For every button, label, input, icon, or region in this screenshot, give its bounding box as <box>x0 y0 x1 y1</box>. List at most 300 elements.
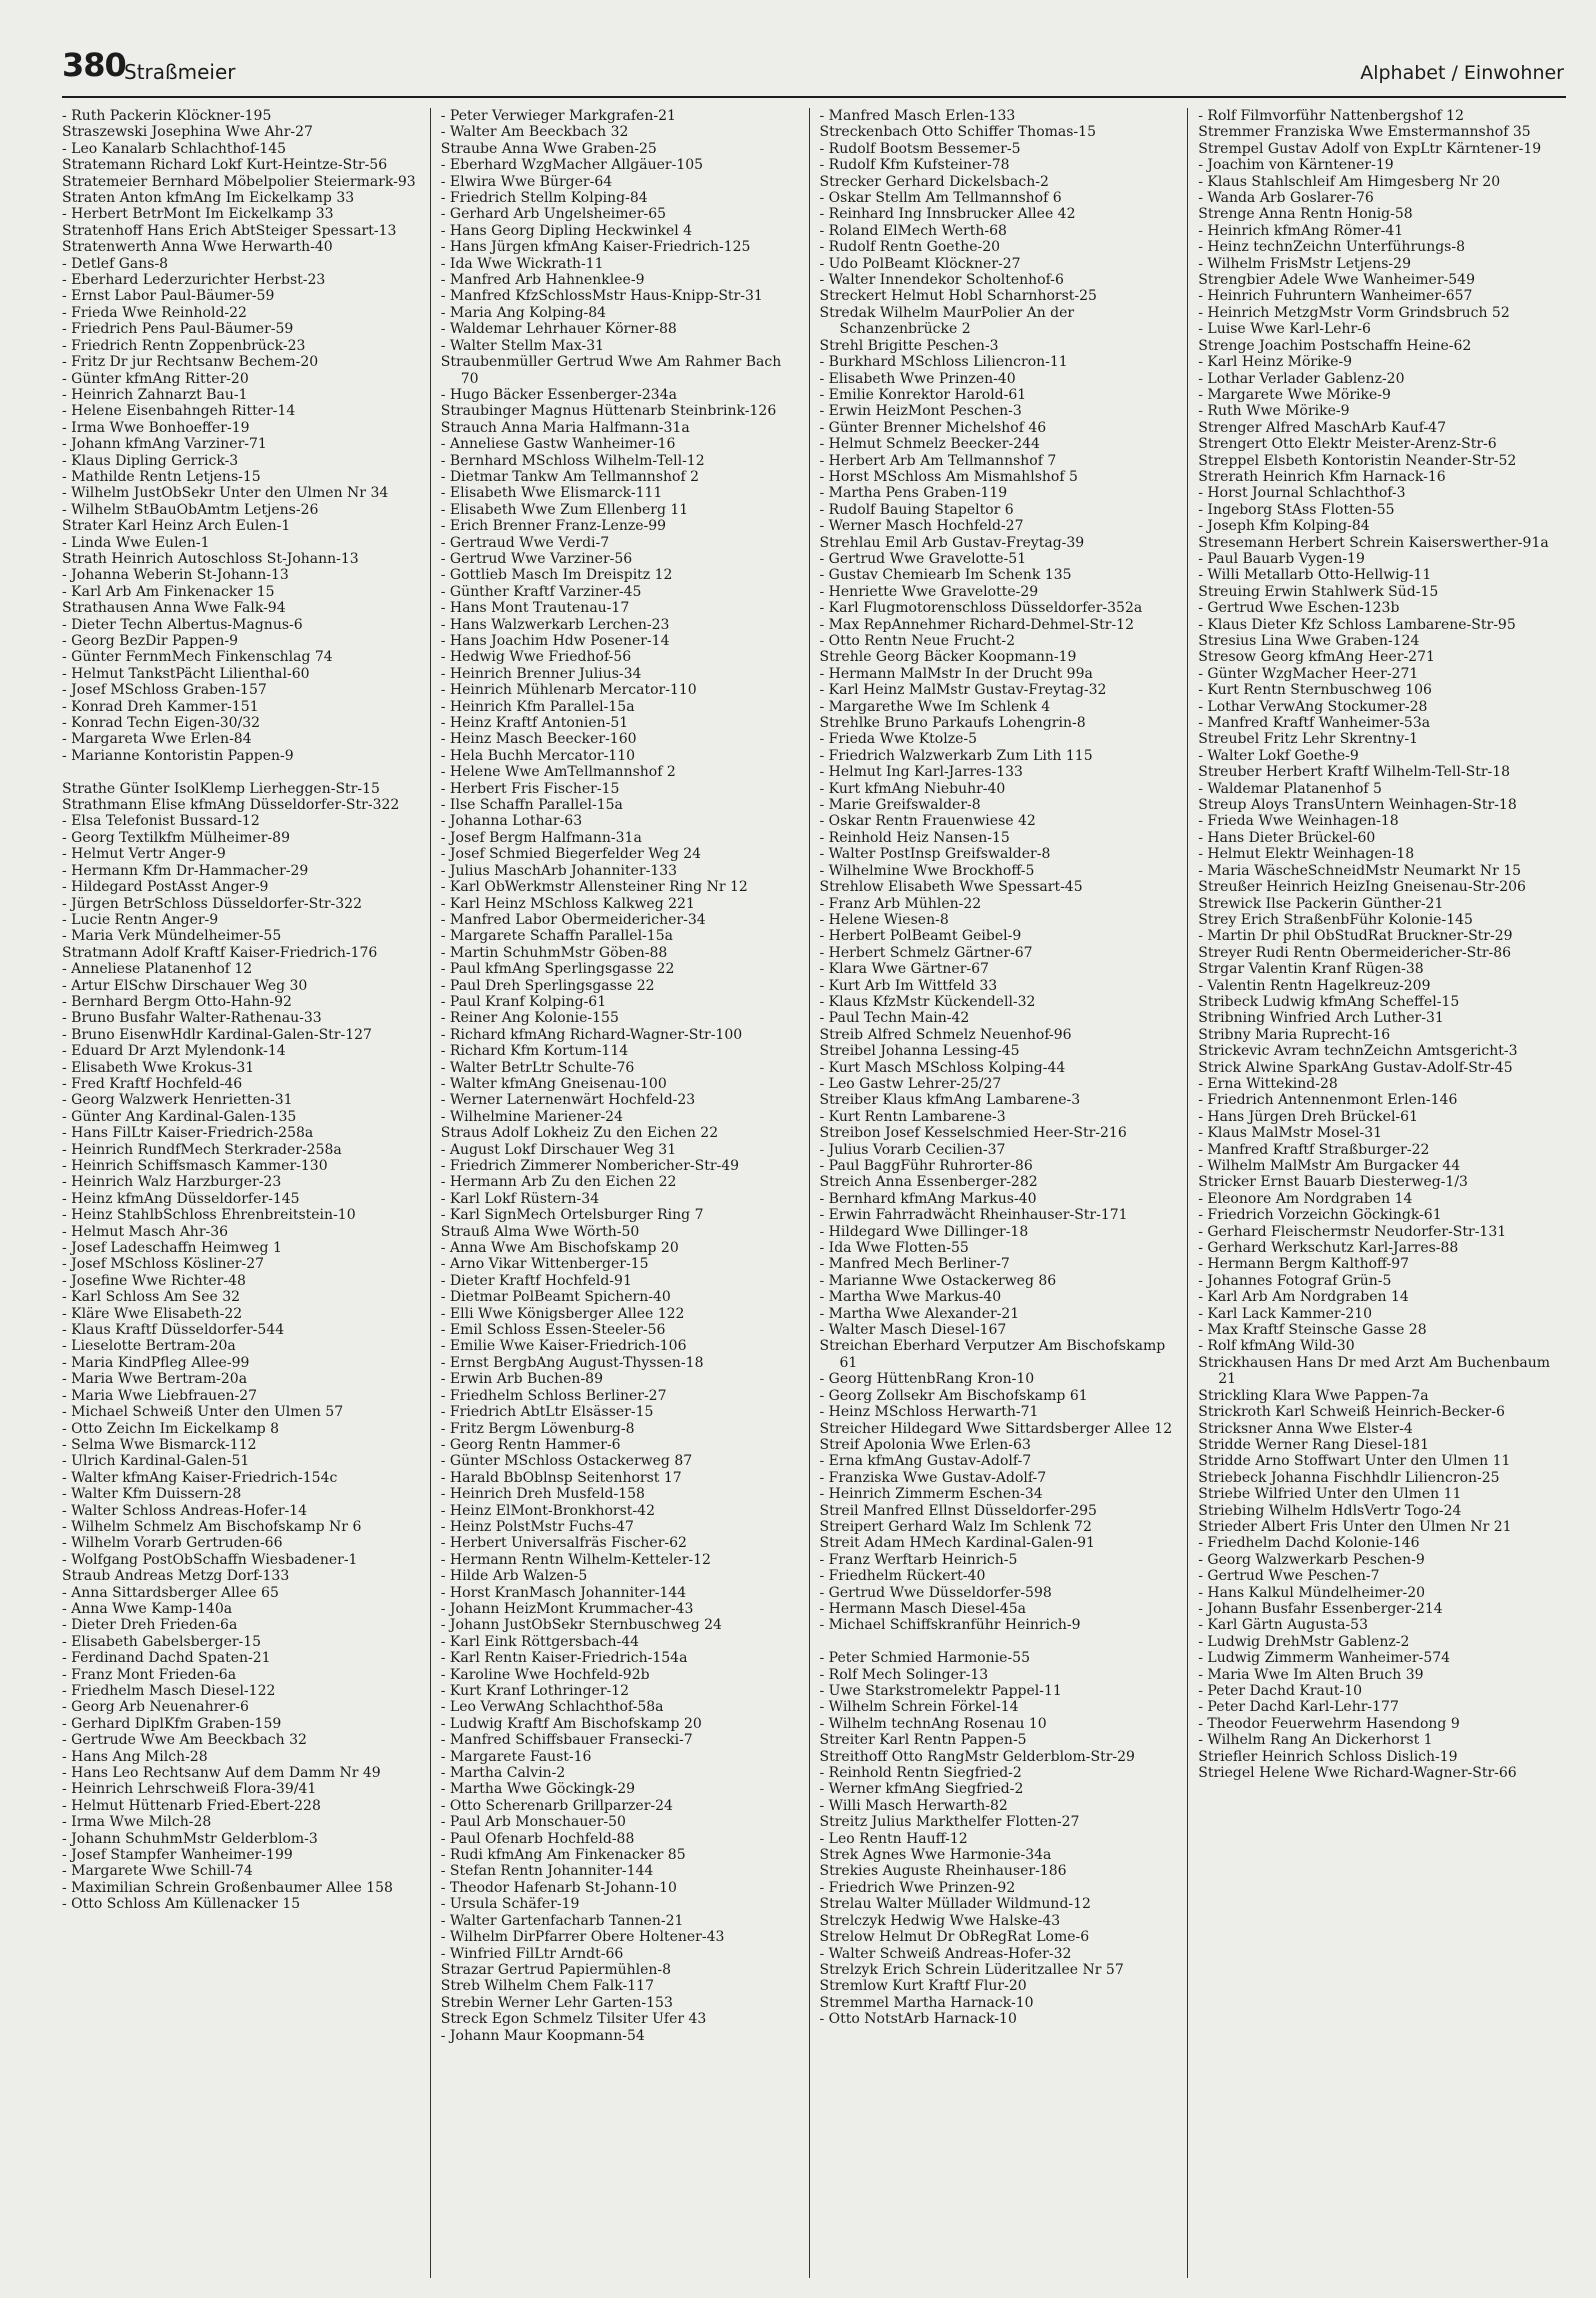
page-number: 380 <box>62 46 126 84</box>
directory-entry: - Peter Verwieger Markgrafen-21 <box>440 108 676 124</box>
directory-entry: - Anneliese Gastw Wanheimer-16 <box>440 436 676 453</box>
directory-entry: - Walter Schweiß Andreas-Hofer-32 <box>819 1945 1072 1962</box>
directory-entry: Strickling Klara Wwe Pappen-7a <box>1198 1387 1429 1404</box>
directory-entry: - Heinz Kraftf Antonien-51 <box>440 715 629 732</box>
directory-entry: - Walter Lokf Goethe-9 <box>1198 747 1359 764</box>
directory-entry: - Elsa Telefonist Bussard-12 <box>62 813 260 830</box>
directory-entry: - Gerhard DiplKfm Graben-159 <box>62 1715 282 1732</box>
directory-entry: Strathmann Elise kfmAng Düsseldorfer-Str-322 <box>62 797 400 814</box>
directory-entry: - Kurt Rentn Lambarene-3 <box>819 1108 1006 1125</box>
directory-entry: - Horst MSchloss Am Mismahlshof 5 <box>819 468 1078 485</box>
directory-entry: - Gustav Chemiearb Im Schenk 135 <box>819 567 1072 584</box>
directory-entry: - Anna Wwe Am Bischofskamp 20 <box>440 1240 679 1257</box>
directory-entry: Stratemann Richard Lokf Kurt-Heintze-Str-56 <box>62 157 388 174</box>
directory-entry: Straubenmüller Gertrud Wwe Am Rahmer Bach 70 <box>440 354 782 387</box>
directory-entry: - Hans Jürgen kfmAng Kaiser-Friedrich-125 <box>440 239 751 256</box>
directory-entry: - Emil Schloss Essen-Steeler-56 <box>440 1322 666 1339</box>
directory-entry: - Georg Textilkfm Mülheimer-89 <box>62 829 290 846</box>
directory-entry: - Wilhelm JustObSekr Unter den Ulmen Nr 34 <box>62 485 389 502</box>
directory-entry: - Erwin Fahrradwächt Rheinhauser-Str-171 <box>819 1207 1128 1224</box>
directory-entry: - Anna Wwe Kamp-140a <box>62 1600 233 1617</box>
column-2 <box>430 108 809 2278</box>
directory-entry: - Heinz MSchloss Herwarth-71 <box>819 1404 1039 1421</box>
directory-entry: - Elisabeth Gabelsberger-15 <box>62 1633 262 1650</box>
directory-entry: - Martha Calvin-2 <box>440 1765 566 1782</box>
directory-entry: - Paul BaggFühr Ruhrorter-86 <box>819 1158 1033 1174</box>
directory-entry: - Otto Schloss Am Küllenacker 15 <box>62 1896 301 1913</box>
directory-entry: - Helmut Masch Ahr-36 <box>62 1223 229 1240</box>
directory-entry: - Ferdinand Dachd Spaten-21 <box>62 1650 271 1667</box>
directory-entry: - Helmut Hüttenarb Fried-Ebert-228 <box>62 1797 321 1814</box>
directory-entry: Strelzyk Erich Schrein Lüderitzallee Nr 57 <box>819 1961 1124 1978</box>
directory-entry: Strenge Joachim Postschaffn Heine-62 <box>1198 337 1472 354</box>
directory-entry: - Manfred Schiffsbauer Fransecki-7 <box>440 1732 693 1749</box>
directory-entry: - Wilhelm Vorarb Gertruden-66 <box>62 1535 283 1552</box>
directory-entry: - Karl Lokf Rüstern-34 <box>440 1190 600 1207</box>
directory-entry: - Bernhard Bergm Otto-Hahn-92 <box>62 993 292 1010</box>
directory-entry: - Ida Wwe Wickrath-11 <box>440 255 604 272</box>
directory-entry: - Frieda Wwe Reinhold-22 <box>62 304 247 321</box>
directory-entry: - Franz Mont Frieden-6a <box>62 1666 237 1683</box>
directory-entry: - Marie Greifswalder-8 <box>819 797 981 814</box>
directory-entry: Streib Alfred Schmelz Neuenhof-96 <box>819 1026 1072 1043</box>
directory-entry: - Herbert Universalfräs Fischer-62 <box>440 1535 687 1552</box>
directory-entry: Streubel Fritz Lehr Skrentny-1 <box>1198 731 1418 748</box>
directory-entry: - Leo Gastw Lehrer-25/27 <box>819 1075 1002 1092</box>
directory-entry: - Kurt kfmAng Niebuhr-40 <box>819 780 1006 797</box>
directory-entry: Streich Anna Essenberger-282 <box>819 1174 1038 1191</box>
directory-entry: - Leo Rentn Hauff-12 <box>819 1830 968 1847</box>
directory-entry: - Heinrich Lehrschweiß Flora-39/41 <box>62 1781 317 1798</box>
directory-entry: - Werner Masch Hochfeld-27 <box>819 518 1024 535</box>
directory-entry: Streußer Heinrich HeizIng Gneisenau-Str-206 <box>1198 879 1526 896</box>
directory-entry: - Klaus Stahlschleif Am Himgesberg Nr 20 <box>1198 173 1501 190</box>
directory-entry: - Heinz StahlbSchloss Ehrenbreitstein-10 <box>62 1207 356 1224</box>
directory-entry: - Eleonore Am Nordgraben 14 <box>1198 1190 1413 1207</box>
directory-entry: - Peter Schmied Harmonie-55 <box>819 1650 1030 1667</box>
directory-entry: - Otto Rentn Neue Frucht-2 <box>819 633 1016 649</box>
directory-entry: - Johann SchuhmMstr Gelderblom-3 <box>62 1830 318 1847</box>
directory-entry: - Margarete Wwe Mörike-9 <box>1198 386 1391 403</box>
directory-entry: Strempel Gustav Adolf von ExpLtr Kärntener-19 <box>1198 140 1542 157</box>
directory-entry: - Helmut Vertr Anger-9 <box>62 846 226 863</box>
directory-entry: - Willi Metallarb Otto-Hellwig-11 <box>1198 567 1432 584</box>
directory-entry: - Karl Flugmotorenschloss Düsseldorfer-352a <box>819 600 1143 617</box>
directory-entry: Strazar Gertrud Papiermühlen-8 <box>440 1961 672 1978</box>
directory-entry: Strehlke Bruno Parkaufs Lohengrin-8 <box>819 715 1086 732</box>
directory-entry: - Hermann Arb Zu den Eichen 22 <box>440 1174 677 1191</box>
running-head: Straßmeier <box>124 60 236 84</box>
directory-entry: - Joachim von Kärntener-19 <box>1198 157 1394 174</box>
directory-entry: - Ernst BergbAng August-Thyssen-18 <box>440 1354 704 1371</box>
directory-entry: - Johannes Fotograf Grün-5 <box>1198 1272 1392 1289</box>
directory-entry: - Manfred Kraftf Wanheimer-53a <box>1198 715 1431 732</box>
directory-entry: - Elwira Wwe Bürger-64 <box>440 173 613 190</box>
directory-entry: Strehlow Elisabeth Wwe Spessart-45 <box>819 879 1083 896</box>
directory-entry: - Theodor Hafenarb St-Johann-10 <box>440 1879 677 1896</box>
directory-entry: Streicher Hildegard Wwe Sittardsberger Allee 12 <box>819 1420 1173 1437</box>
directory-entry: - Klaus MalMstr Mosel-31 <box>1198 1125 1383 1142</box>
directory-entry: - Wilhelm MalMstr Am Burgacker 44 <box>1198 1158 1461 1174</box>
directory-entry: - Manfred Kraftf Straßburger-22 <box>1198 1141 1430 1158</box>
directory-entry: - Fritz Bergm Löwenburg-8 <box>440 1420 635 1437</box>
directory-entry: - Herbert PolBeamt Geibel-9 <box>819 928 1022 945</box>
directory-entry: - Leo VerwAng Schlachthof-58a <box>440 1699 664 1716</box>
directory-entry: - Michael Schweiß Unter den Ulmen 57 <box>62 1404 344 1421</box>
directory-entry: - Klaus Dipling Gerrick-3 <box>62 452 239 469</box>
directory-entry: - Heinrich Fuhruntern Wanheimer-657 <box>1198 288 1473 305</box>
directory-entry: - Rudolf Bauing Stapeltor 6 <box>819 501 1014 518</box>
directory-entry: - Paul Techn Main-42 <box>819 1010 970 1027</box>
directory-entry: Striegel Helene Wwe Richard-Wagner-Str-66 <box>1198 1765 1517 1782</box>
directory-entry: - Peter Dachd Kraut-10 <box>1198 1683 1363 1699</box>
directory-entry: - Herbert Arb Am Tellmannshof 7 <box>819 452 1057 469</box>
directory-entry: - Oskar Stellm Am Tellmannshof 6 <box>819 190 1062 207</box>
directory-entry: - Hans Dieter Brückel-60 <box>1198 829 1376 846</box>
directory-entry: Streil Manfred Ellnst Düsseldorfer-295 <box>819 1502 1097 1519</box>
directory-entry: Stricker Ernst Bauarb Diesterweg-1/3 <box>1198 1174 1468 1191</box>
directory-entry: - Ilse Schaffn Parallel-15a <box>440 797 623 814</box>
directory-entry: Streithoff Otto RangMstr Gelderblom-Str-29 <box>819 1748 1135 1765</box>
directory-entry: - Franziska Wwe Gustav-Adolf-7 <box>819 1469 1047 1486</box>
directory-entry: - Hermann Bergm Kalthoff-97 <box>1198 1256 1410 1273</box>
directory-entry: - Friedhelm Dachd Kolonie-146 <box>1198 1535 1420 1552</box>
directory-entry: - Manfred KfzSchlossMstr Haus-Knipp-Str-31 <box>440 288 763 305</box>
directory-entry: - Josef Stampfer Wanheimer-199 <box>62 1847 293 1864</box>
directory-entry: - Hans Walzwerkarb Lerchen-23 <box>440 616 670 633</box>
directory-entry: - Friedhelm Masch Diesel-122 <box>62 1683 276 1699</box>
directory-entry: - Johann Busfahr Essenberger-214 <box>1198 1600 1443 1617</box>
directory-entry: - Friedhelm Schloss Berliner-27 <box>440 1387 667 1404</box>
directory-entry: - Wanda Arb Goslarer-76 <box>1198 190 1374 207</box>
directory-entry: - Franz Werftarb Heinrich-5 <box>819 1551 1018 1568</box>
directory-entry: - Heinrich Zahnarzt Bau-1 <box>62 386 248 403</box>
directory-entry: - Helmut Schmelz Beecker-244 <box>819 436 1040 453</box>
directory-entry: Straubinger Magnus Hüttenarb Steinbrink-126 <box>440 403 777 420</box>
directory-entry: - Maria Wwe Bertram-20a <box>62 1371 248 1388</box>
directory-entry: - Maximilian Schrein Großenbaumer Allee 158 <box>62 1879 393 1896</box>
directory-entry: - Paul Bauarb Vygen-19 <box>1198 550 1365 567</box>
directory-entry: - Valentin Rentn Hagelkreuz-209 <box>1198 977 1431 994</box>
directory-entry: - Walter Stellm Max-31 <box>440 337 605 354</box>
directory-entry: - Martin Dr phil ObStudRat Bruckner-Str-29 <box>1198 928 1513 945</box>
directory-entry: - Martin SchuhmMstr Göben-88 <box>440 944 668 961</box>
directory-entry: - Günter Brenner Michelshof 46 <box>819 419 1047 436</box>
directory-entry: - Heinrich kfmAng Römer-41 <box>1198 222 1404 239</box>
directory-entry: - Günter kfmAng Ritter-20 <box>62 370 249 387</box>
directory-entry: - Hans Joachim Hdw Posener-14 <box>440 633 670 649</box>
directory-entry: - Herbert BetrMont Im Eickelkamp 33 <box>62 206 334 223</box>
directory-entry: Streif Apolonia Wwe Erlen-63 <box>819 1436 1031 1453</box>
directory-entry: - Helmut TankstPächt Lilienthal-60 <box>62 665 310 682</box>
directory-entry: - Günter FernmMech Finkenschlag 74 <box>62 649 333 666</box>
directory-entry: - Rolf kfmAng Wild-30 <box>1198 1338 1355 1355</box>
directory-entry: Streitz Julius Markthelfer Flotten-27 <box>819 1814 1080 1831</box>
directory-entry: - Hans Mont Trautenau-17 <box>440 600 630 617</box>
directory-entry: Streb Wilhelm Chem Falk-117 <box>440 1978 654 1995</box>
directory-entry: - Karl Heinz Mörike-9 <box>1198 354 1353 371</box>
directory-entry: - Michael Schiffskranführ Heinrich-9 <box>819 1617 1081 1634</box>
directory-entry: - Gertrud Wwe Gravelotte-51 <box>819 550 1027 567</box>
directory-entry: Strick Alwine SparkAng Gustav-Adolf-Str-45 <box>1198 1059 1513 1076</box>
directory-entry: - Lucie Rentn Anger-9 <box>62 911 219 928</box>
directory-entry: - Winfried FilLtr Arndt-66 <box>440 1945 624 1962</box>
directory-entry: - Jürgen BetrSchloss Düsseldorfer-Str-322 <box>62 895 362 912</box>
directory-entry: - Erich Brenner Franz-Lenze-99 <box>440 518 667 535</box>
column-4 <box>1187 108 1566 2278</box>
directory-entry: - Ludwig Zimmerm Wanheimer-574 <box>1198 1650 1451 1667</box>
directory-entry: Streuing Erwin Stahlwerk Süd-15 <box>1198 583 1439 600</box>
directory-entry: Straszewski Josephina Wwe Ahr-27 <box>62 124 313 141</box>
directory-entry: Striebeck Johanna Fischhdlr Liliencron-25 <box>1198 1469 1500 1486</box>
directory-entry: - Stefan Rentn Johanniter-144 <box>440 1863 654 1880</box>
directory-entry: - Heinrich Kfm Parallel-15a <box>440 698 635 715</box>
directory-entry: - Dieter Techn Albertus-Magnus-6 <box>62 616 303 633</box>
directory-entry: Stresius Lina Wwe Graben-124 <box>1198 633 1420 649</box>
directory-entry: - Josef MSchloss Kösliner-27 <box>62 1256 265 1273</box>
directory-entry: - Karl Lack Kammer-210 <box>1198 1305 1373 1322</box>
directory-entry: Strewick Ilse Packerin Günther-21 <box>1198 895 1444 912</box>
directory-entry: - Margarete Schaffn Parallel-15a <box>440 928 673 945</box>
directory-entry: Strickhausen Hans Dr med Arzt Am Buchenbaum 21 <box>1198 1354 1550 1388</box>
directory-entry: - Julius MaschArb Johanniter-133 <box>440 862 678 879</box>
directory-entry: - Eberhard Lederzurichter Herbst-23 <box>62 272 326 289</box>
directory-entry: - Julius Vorarb Cecilien-37 <box>819 1141 1006 1158</box>
directory-entry: - Rolf Filmvorführ Nattenbergshof 12 <box>1198 108 1464 124</box>
directory-entry: Strengert Otto Elektr Meister-Arenz-Str-6 <box>1198 436 1497 453</box>
directory-entry: - Rolf Mech Solinger-13 <box>819 1666 989 1683</box>
directory-entry: - Gertrud Wwe Peschen-7 <box>1198 1568 1380 1585</box>
directory-entry: Streup Aloys TransUntern Weinhagen-Str-18 <box>1198 797 1517 814</box>
directory-entry: Stredak Wilhelm MaurPolier An der Schanzenbrücke 2 <box>819 304 1075 338</box>
directory-entry: - Ruth Wwe Mörike-9 <box>1198 403 1350 420</box>
directory-entry: Strauch Anna Maria Halfmann-31a <box>440 419 690 436</box>
directory-entry: - Josefine Wwe Richter-48 <box>62 1272 246 1289</box>
directory-entry: - Rudi kfmAng Am Finkenacker 85 <box>440 1847 686 1864</box>
directory-entry: - Bernhard kfmAng Markus-40 <box>819 1190 1037 1207</box>
directory-entry: - Wilhelm FrisMstr Letjens-29 <box>1198 255 1411 272</box>
directory-entry: Strathe Günter IsolKlemp Lierheggen-Str-15 <box>62 780 380 797</box>
directory-entry: - Karl Schloss Am See 32 <box>62 1289 241 1306</box>
directory-entry: - Martha Wwe Alexander-21 <box>819 1305 1020 1322</box>
directory-entry: - Walter Innendekor Scholtenhof-6 <box>819 272 1064 289</box>
directory-entry: - Kurt Masch MSchloss Kolping-44 <box>819 1059 1066 1076</box>
directory-entry: Strelau Walter Müllader Wildmund-12 <box>819 1896 1091 1913</box>
directory-entry: Stridde Werner Rang Diesel-181 <box>1198 1436 1429 1453</box>
directory-entry: - Bernhard MSchloss Wilhelm-Tell-12 <box>440 452 705 469</box>
directory-entry: Strengbier Adele Wwe Wanheimer-549 <box>1198 272 1475 289</box>
directory-entry: - Elisabeth Wwe Prinzen-40 <box>819 370 1016 387</box>
directory-entry: - Reinhold Heiz Nansen-15 <box>819 829 1010 846</box>
directory-entry: Streichan Eberhard Verputzer Am Bischofskamp 61 <box>819 1338 1166 1371</box>
directory-entry: Streckert Helmut Hobl Scharnhorst-25 <box>819 288 1097 305</box>
directory-entry: - Karl ObWerkmstr Allensteiner Ring Nr 12 <box>440 879 748 896</box>
directory-entry: - Heinrich Schiffsmasch Kammer-130 <box>62 1158 328 1174</box>
directory-entry: - Eduard Dr Arzt Mylendonk-14 <box>62 1043 286 1060</box>
directory-entry: Streiter Karl Rentn Pappen-5 <box>819 1732 1027 1749</box>
directory-entry: - Heinrich Dreh Musfeld-158 <box>440 1486 645 1503</box>
directory-entry: Strathausen Anna Wwe Falk-94 <box>62 600 286 617</box>
directory-entry: Strebin Werner Lehr Garten-153 <box>440 1994 673 2011</box>
directory-entry: - Horst Journal Schlachthof-3 <box>1198 485 1406 502</box>
directory-entry: - Frieda Wwe Ktolze-5 <box>819 731 978 748</box>
directory-entry: - Martha Pens Graben-119 <box>819 485 1008 502</box>
directory-entry: - Maria Verk Mündelheimer-55 <box>62 928 282 945</box>
directory-entry: - Georg BezDir Pappen-9 <box>62 633 238 649</box>
directory-entry: Strgar Valentin Kranf Rügen-38 <box>1198 961 1424 978</box>
directory-entry: Straten Anton kfmAng Im Eickelkamp 33 <box>62 190 355 207</box>
directory-entry: - Paul Kranf Kolping-61 <box>440 993 607 1010</box>
directory-entry: - Gerhard Werkschutz Karl-Jarres-88 <box>1198 1240 1459 1257</box>
directory-entry: Strickevic Avram technZeichn Amtsgericht-3 <box>1198 1043 1518 1060</box>
directory-entry: - Maria Wwe Im Alten Bruch 39 <box>1198 1666 1424 1683</box>
directory-entry: - Maria KindPfleg Allee-99 <box>62 1354 250 1371</box>
directory-entry: - Heinrich MetzgMstr Vorm Grindsbruch 52 <box>1198 304 1510 321</box>
directory-entry: Streck Egon Schmelz Tilsiter Ufer 43 <box>440 2011 707 2028</box>
directory-entry: Stratenwerth Anna Wwe Herwarth-40 <box>62 239 333 256</box>
directory-entry: Streyer Rudi Rentn Obermeidericher-Str-86 <box>1198 944 1512 961</box>
directory-entry: - Bruno EisenwHdlr Kardinal-Galen-Str-127 <box>62 1026 372 1043</box>
directory-entry: - Anna Sittardsberger Allee 65 <box>62 1584 279 1601</box>
directory-entry: Strek Agnes Wwe Harmonie-34a <box>819 1847 1052 1864</box>
directory-entry: - Georg Zollsekr Am Bischofskamp 61 <box>819 1387 1088 1404</box>
directory-entry: - Gerhard Fleischermstr Neudorfer-Str-131 <box>1198 1223 1507 1240</box>
directory-entry: - Johann JustObSekr Sternbuschweg 24 <box>440 1617 722 1634</box>
directory-entry: - Otto Scherenarb Grillparzer-24 <box>440 1797 673 1814</box>
directory-entry: Strelczyk Hedwig Wwe Halske-43 <box>819 1912 1061 1929</box>
directory-entry: - Wilhelm Schrein Förkel-14 <box>819 1699 1019 1716</box>
directory-entry: - Irma Wwe Bonhoeffer-19 <box>62 419 250 436</box>
directory-entry: - Georg HüttenbRang Kron-10 <box>819 1371 1035 1388</box>
directory-entry: Strieder Albert Fris Unter den Ulmen Nr 21 <box>1198 1518 1512 1535</box>
directory-entry: Strekies Auguste Rheinhauser-186 <box>819 1863 1067 1880</box>
directory-entry: - Horst KranMasch Johanniter-144 <box>440 1584 687 1601</box>
directory-entry: - Detlef Gans-8 <box>62 255 169 272</box>
directory-entry: - Peter Dachd Karl-Lehr-177 <box>1198 1699 1399 1716</box>
directory-entry: - Henriette Wwe Gravelotte-29 <box>819 583 1039 600</box>
directory-entry: - Friedrich Walzwerkarb Zum Lith 115 <box>819 747 1093 764</box>
directory-entry: - Kurt Kranf Lothringer-12 <box>440 1683 630 1699</box>
directory-entry: - Ludwig DrehMstr Gablenz-2 <box>1198 1633 1410 1650</box>
directory-entry: Streipert Gerhard Walz Im Schlenk 72 <box>819 1518 1092 1535</box>
directory-entry: - Luise Wwe Karl-Lehr-6 <box>1198 321 1371 338</box>
directory-entry: - Maria WäscheSchneidMstr Neumarkt Nr 15 <box>1198 862 1522 879</box>
directory-entry: - Paul Ofenarb Hochfeld-88 <box>440 1830 635 1847</box>
directory-entry: - Paul Dreh Sperlingsgasse 22 <box>440 977 655 994</box>
directory-entry: - Friedrich AbtLtr Elsässer-15 <box>440 1404 654 1421</box>
directory-entry: Stresow Georg kfmAng Heer-271 <box>1198 649 1435 666</box>
directory-entry: - Friedrich Antennenmont Erlen-146 <box>1198 1092 1458 1109</box>
directory-entry: - Irma Wwe Milch-28 <box>62 1814 212 1831</box>
directory-entry: Streppel Elsbeth Kontoristin Neander-Str-52 <box>1198 452 1517 469</box>
directory-entry: - Anneliese Platanenhof 12 <box>62 961 253 978</box>
directory-entry: - Linda Wwe Eulen-1 <box>62 534 210 551</box>
directory-entry: - Josef Ladeschaffn Heimweg 1 <box>62 1240 282 1257</box>
directory-entry: - Martha Wwe Göckingk-29 <box>440 1781 636 1798</box>
directory-entry: - Dietmar PolBeamt Spichern-40 <box>440 1289 671 1306</box>
directory-entry: - Dieter Kraftf Hochfeld-91 <box>440 1272 632 1289</box>
directory-entry: - Ingeborg StAss Flotten-55 <box>1198 501 1395 518</box>
directory-entry: Streiber Klaus kfmAng Lambarene-3 <box>819 1092 1081 1109</box>
directory-entry: - Arno Vikar Wittenberger-15 <box>440 1256 649 1273</box>
directory-entry: - Walter Schloss Andreas-Hofer-14 <box>62 1502 308 1519</box>
directory-entry: Stridde Arno Stoffwart Unter den Ulmen 11 <box>1198 1453 1511 1470</box>
directory-entry: - Paul kfmAng Sperlingsgasse 22 <box>440 961 675 978</box>
directory-entry: - Karl Eink Röttgersbach-44 <box>440 1633 640 1650</box>
directory-entry: - Gertrud Wwe Düsseldorfer-598 <box>819 1584 1052 1601</box>
directory-entry: - Hans Georg Dipling Heckwinkel 4 <box>440 222 693 239</box>
directory-entry: - Martha Wwe Markus-40 <box>819 1289 1002 1306</box>
directory-entry: - Roland ElMech Werth-68 <box>819 222 1007 239</box>
directory-entry: - Hermann Masch Diesel-45a <box>819 1600 1026 1617</box>
directory-entry: Stratemeier Bernhard Möbelpolier Steiermark-93 <box>62 173 416 190</box>
directory-entry: - Elisabeth Wwe Elismarck-111 <box>440 485 663 502</box>
directory-entry: - August Lokf Dirschauer Weg 31 <box>440 1141 677 1158</box>
directory-entry: - Hermann Rentn Wilhelm-Ketteler-12 <box>440 1551 711 1568</box>
directory-entry: - Heinz ElMont-Bronkhorst-42 <box>440 1502 655 1519</box>
directory-entry: - Friedrich Pens Paul-Bäumer-59 <box>62 321 294 338</box>
directory-entry: - Otto Zeichn Im Eickelkamp 8 <box>62 1420 280 1437</box>
directory-entry: - Wilhelm StBauObAmtm Letjens-26 <box>62 501 319 518</box>
directory-entry: - Georg Walzwerkarb Peschen-9 <box>1198 1551 1425 1568</box>
directory-entry: - Johanna Weberin St-Johann-13 <box>62 567 289 584</box>
directory-entry: - Günter Ang Kardinal-Galen-135 <box>62 1108 297 1125</box>
directory-entry: Stribeck Ludwig kfmAng Scheffel-15 <box>1198 993 1460 1010</box>
directory-entry: - Helmut Elektr Weinhagen-18 <box>1198 846 1415 863</box>
directory-entry: - Marianne Wwe Ostackerweg 86 <box>819 1272 1057 1289</box>
directory-entry: - Gertrud Wwe Varziner-56 <box>440 550 633 567</box>
directory-entry: - Hermann Kfm Dr-Hammacher-29 <box>62 862 309 879</box>
directory-entry: - Max RepAnnehmer Richard-Dehmel-Str-12 <box>819 616 1135 633</box>
directory-entry: - Reiner Ang Kolonie-155 <box>440 1010 619 1027</box>
directory-entry: - Friedrich Wwe Prinzen-92 <box>819 1879 1016 1896</box>
directory-entry: - Werner Laternenwärt Hochfeld-23 <box>440 1092 696 1109</box>
directory-entry: - Burkhard MSchloss Liliencron-11 <box>819 354 1068 371</box>
directory-entry: - Helene Wiesen-8 <box>819 911 949 928</box>
directory-entry: - Klaus KfzMstr Kückendell-32 <box>819 993 1036 1010</box>
directory-entry: Strerath Heinrich Kfm Harnack-16 <box>1198 468 1446 485</box>
directory-entry: - Joseph Kfm Kolping-84 <box>1198 518 1370 535</box>
directory-entry: - Hilde Arb Walzen-5 <box>440 1568 588 1585</box>
directory-entry: - Wilhelm Rang An Dickerhorst 1 <box>1198 1732 1433 1749</box>
directory-entry: - Helene Wwe AmTellmannshof 2 <box>440 764 676 781</box>
directory-entry: Strecker Gerhard Dickelsbach-2 <box>819 173 1049 190</box>
directory-entry: - Eberhard WzgMacher Allgäuer-105 <box>440 157 704 174</box>
directory-entry: - Karl Arb Am Finkenacker 15 <box>62 583 275 600</box>
directory-entry: - Hugo Bäcker Essenberger-234a <box>440 386 677 403</box>
directory-entry: - Wilhelm technAng Rosenau 10 <box>819 1715 1047 1732</box>
directory-entry: Strehle Georg Bäcker Koopmann-19 <box>819 649 1077 666</box>
directory-entry: - Dietmar Tankw Am Tellmannshof 2 <box>440 468 699 485</box>
directory-entry: - Otto NotstArb Harnack-10 <box>819 2011 1017 2028</box>
directory-entry: - Werner kfmAng Siegfried-2 <box>819 1781 1024 1798</box>
directory-entry: - Josef Bergm Halfmann-31a <box>440 829 642 846</box>
section-label: Alphabet / Einwohner <box>1360 62 1564 84</box>
directory-entry: Strath Heinrich Autoschloss St-Johann-13 <box>62 550 359 567</box>
directory-entry: - Walter Masch Diesel-167 <box>819 1322 1007 1339</box>
directory-entry: - Margarete Faust-16 <box>440 1748 592 1765</box>
directory-entry <box>820 1634 1178 1650</box>
directory-entry: - Mathilde Rentn Letjens-15 <box>62 468 261 485</box>
directory-entry: - Helene Eisenbahngeh Ritter-14 <box>62 403 296 420</box>
directory-entry: - Lothar VerwAng Stockumer-28 <box>1198 698 1428 715</box>
directory-entry: Stremmel Martha Harnack-10 <box>819 1994 1034 2011</box>
directory-entry: - Josef MSchloss Graben-157 <box>62 682 267 699</box>
directory-entry: - Günter WzgMacher Heer-271 <box>1198 665 1419 682</box>
directory-entry: Striefler Heinrich Schloss Dislich-19 <box>1198 1748 1458 1765</box>
directory-entry: - Klara Wwe Gärtner-67 <box>819 961 989 978</box>
directory-entry: - Friedrich Vorzeichn Göckingk-61 <box>1198 1207 1442 1224</box>
